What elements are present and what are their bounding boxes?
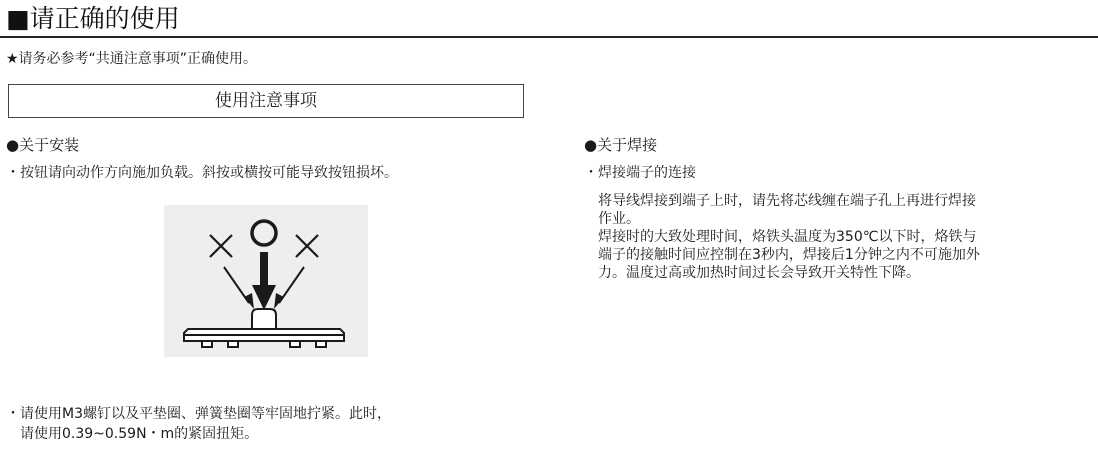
page-title: ■请正确的使用: [6, 4, 180, 33]
installation-bullet-2: [6, 404, 391, 444]
soldering-paragraph-line-3: 焊接时的大致处理时间，烙铁头温度为350℃以下时，烙铁与: [598, 229, 977, 245]
correct-push-arrow: [252, 252, 276, 310]
wrong-push-arrow-left: [224, 267, 254, 309]
installation-bullet-2-line-2: 请使用0.39~0.59N・m的紧固扭矩。: [20, 426, 259, 442]
installation-bullet-1: ・按钮请向动作方向施加负载。斜按或横按可能导致按钮损坏。: [6, 165, 398, 181]
installation-heading: ●关于安装: [6, 136, 80, 154]
title-rule: [0, 36, 1098, 38]
section-box: [8, 84, 524, 118]
correct-mark: [252, 221, 276, 245]
installation-bullet-2-line-1: ・请使用M3螺钉以及平垫圈、弹簧垫圈等牢固地拧紧。此时，: [6, 406, 391, 422]
section-title: 使用注意事项: [215, 91, 317, 111]
push-direction-diagram: [164, 205, 368, 357]
soldering-paragraph-line-5: 力。温度过高或加热时间过长会导致开关特性下降。: [598, 265, 920, 281]
soldering-bullet-1: ・焊接端子的连接: [584, 165, 696, 181]
soldering-paragraph-line-2: 作业。: [598, 211, 640, 227]
wrong-mark-left: [210, 235, 232, 257]
soldering-heading: ●关于焊接: [584, 136, 658, 154]
soldering-paragraph: [598, 192, 1092, 282]
wrong-push-arrow-right: [274, 267, 304, 309]
wrong-mark-right: [296, 235, 318, 257]
push-direction-illustration: [164, 205, 368, 357]
intro-note: ★请务必参考“共通注意事项”正确使用。: [6, 51, 258, 67]
switch-body: [184, 309, 344, 347]
soldering-paragraph-line-1: 将导线焊接到端子上时，请先将芯线缠在端子孔上再进行焊接: [598, 193, 976, 209]
soldering-paragraph-line-4: 端子的接触时间应控制在3秒内，焊接后1分钟之内不可施加外: [598, 247, 980, 263]
